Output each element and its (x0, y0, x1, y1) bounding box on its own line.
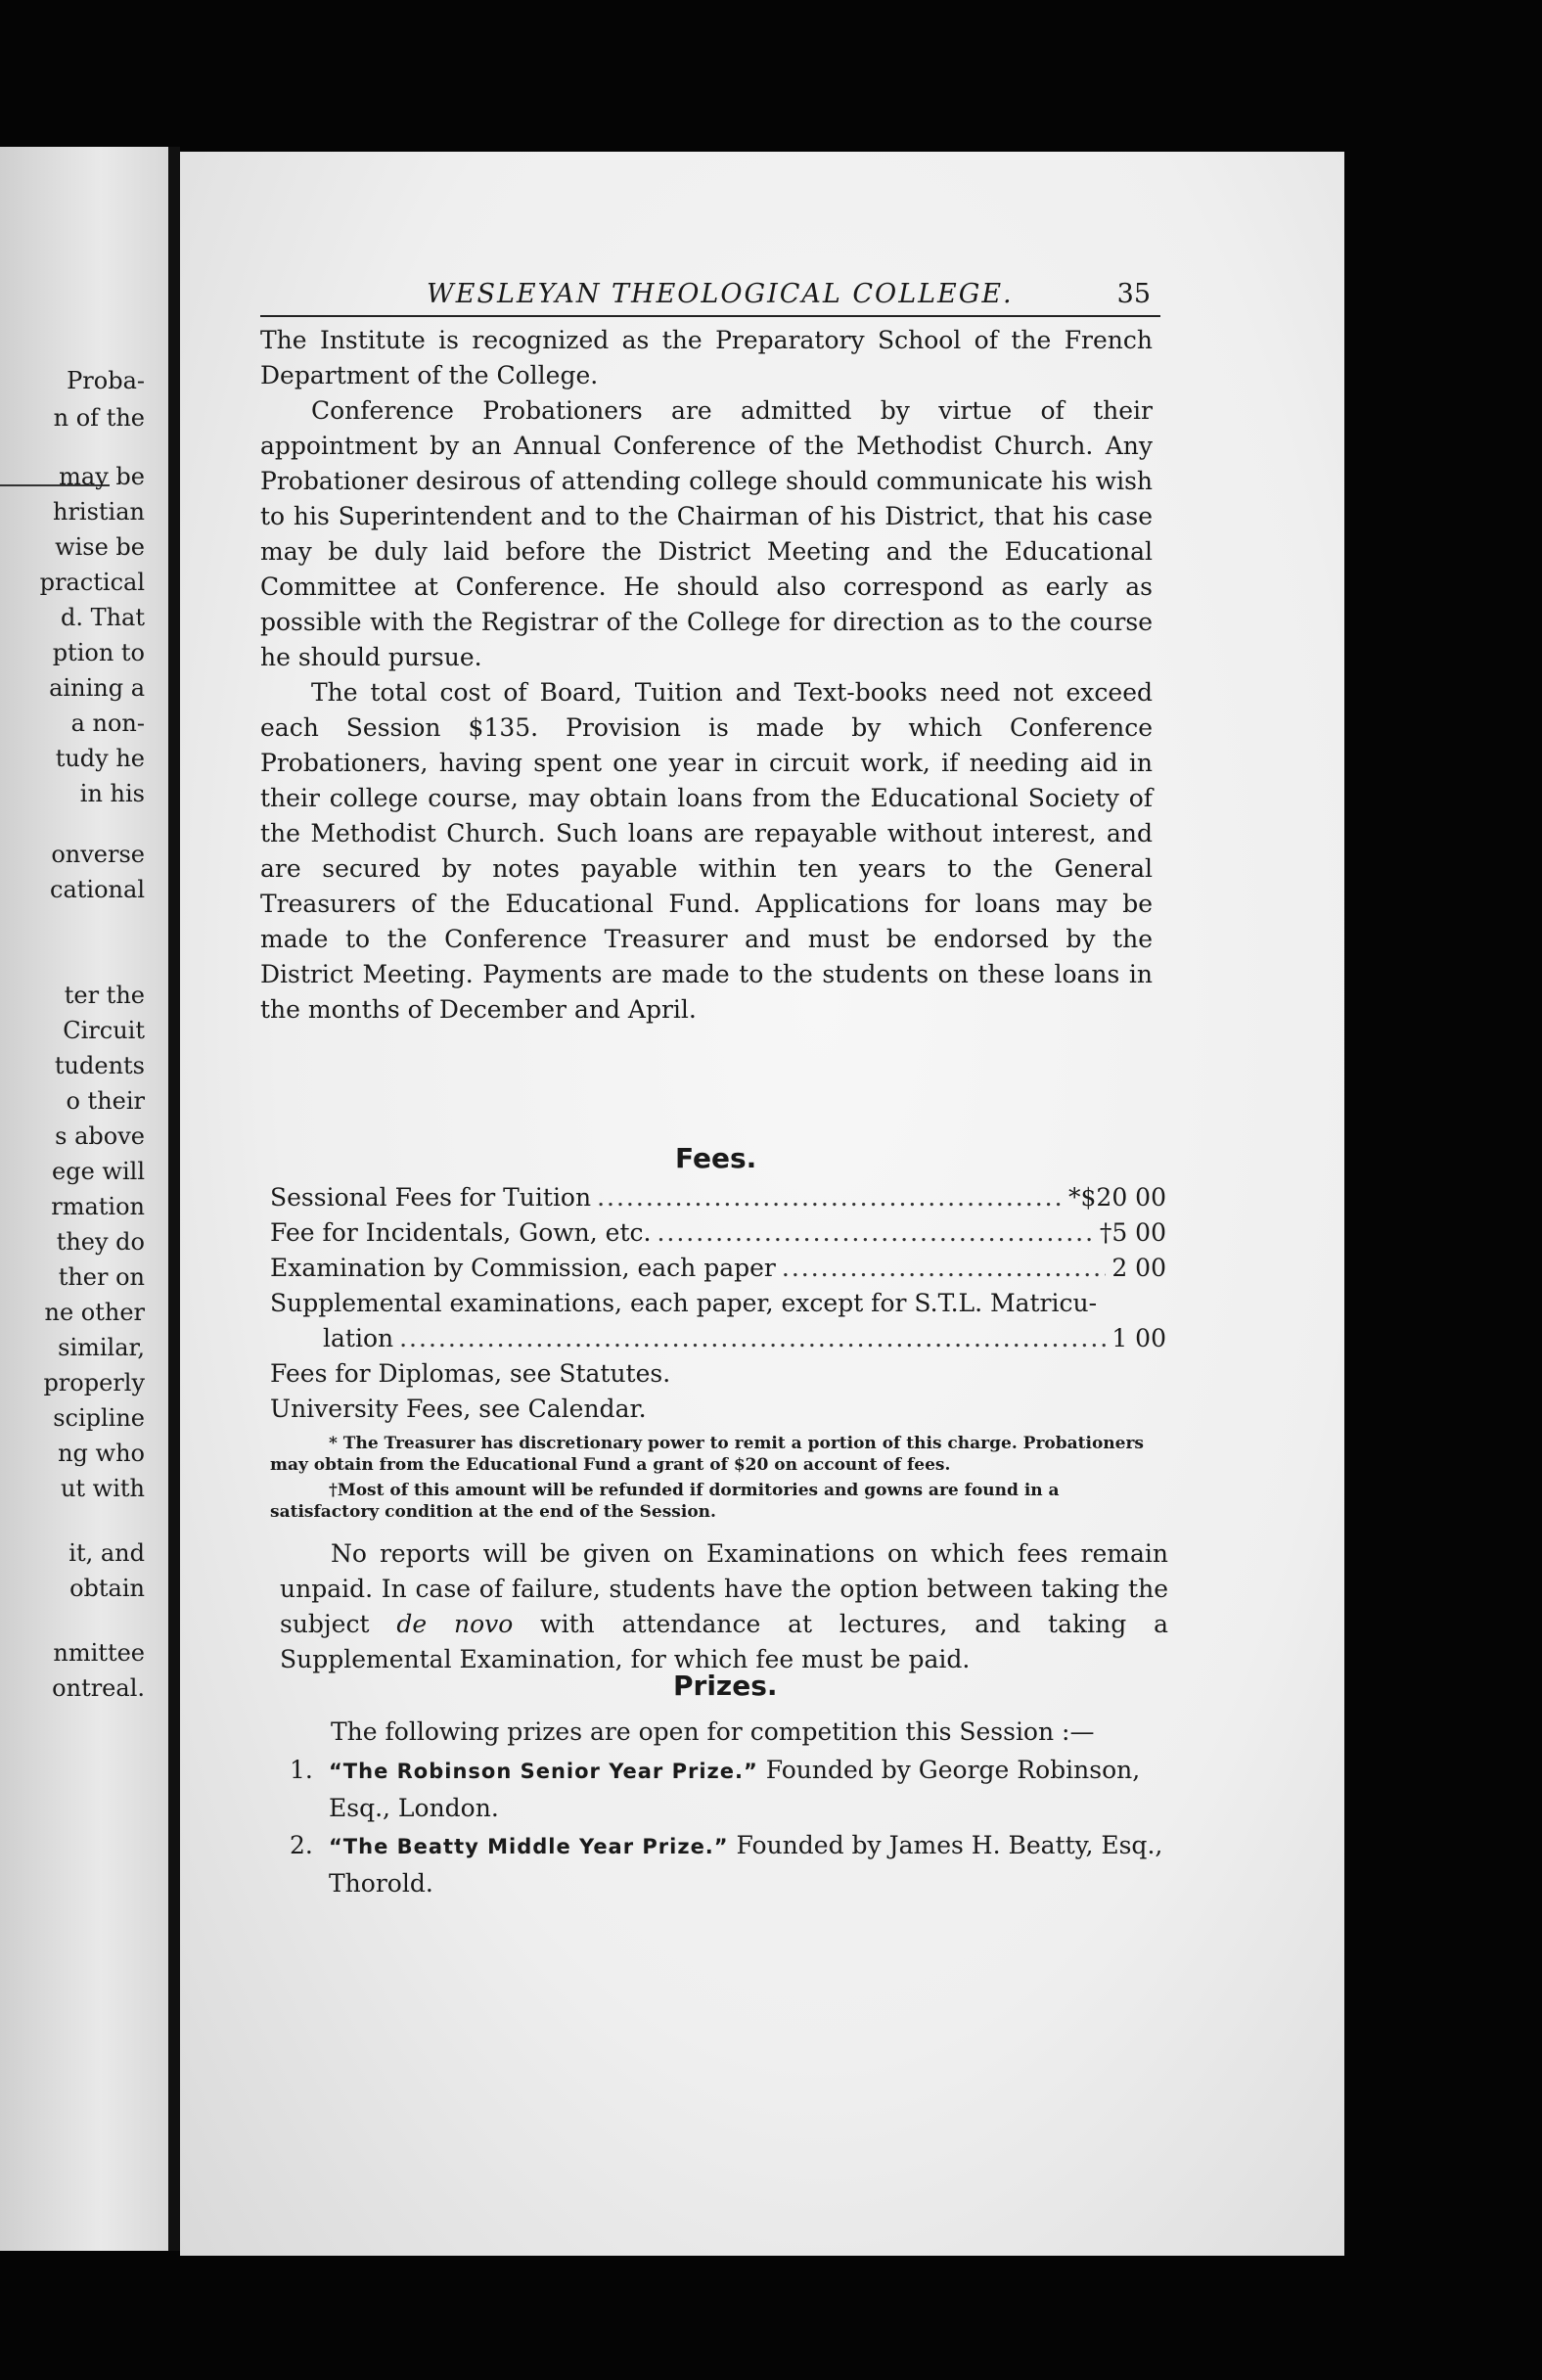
left-page-fragment: scipline (53, 1404, 145, 1432)
prize-number: 1. (290, 1756, 313, 1784)
left-page-fragment: ng who (58, 1440, 145, 1467)
fee-row (270, 1180, 1166, 1215)
fee-amount: †5 00 (1099, 1218, 1166, 1247)
left-page-fragment: onverse (51, 841, 145, 868)
fee-row (270, 1321, 1166, 1356)
header-rule (260, 315, 1160, 317)
left-page-fragment: tudents (54, 1052, 145, 1079)
left-page-fragment: ne other (44, 1299, 145, 1326)
prizes-intro: The following prizes are open for competition this Session :— (331, 1717, 1095, 1746)
prizes-section (290, 1715, 1170, 1902)
left-page-fragment: they do (56, 1228, 145, 1256)
fees-section (270, 1180, 1166, 1523)
prize-item (290, 1827, 1170, 1902)
prize-number: 2. (290, 1831, 313, 1859)
footnote: * The Treasurer has discretionary power to remit a portion of this charge. Probationers may obtain from the Educational Fund a grant of $20 on account of fees. (270, 1434, 1144, 1475)
left-page-fragment: Proba- (67, 367, 145, 394)
prize-name: “The Beatty Middle Year Prize.” (329, 1835, 729, 1858)
leader-dots (657, 1215, 1093, 1251)
prize-name: “The Robinson Senior Year Prize.” (329, 1760, 758, 1783)
left-page-fragment: practical (39, 569, 145, 596)
leader-dots (597, 1180, 1063, 1215)
fee-label: Sessional Fees for Tuition (270, 1183, 592, 1212)
reports-italic: de novo (396, 1610, 514, 1638)
left-page-fragment: ther on (58, 1263, 145, 1291)
running-title: WESLEYAN THEOLOGICAL COLLEGE. (427, 279, 1014, 309)
prize-item (290, 1752, 1170, 1827)
left-page (0, 147, 168, 2251)
left-page-fragment: o their (66, 1087, 145, 1115)
left-page-fragment: properly (43, 1369, 145, 1396)
prize-desc: Founded by James H. Beatty, Esq., Thorold. (329, 1831, 1163, 1898)
fee-label: lation (323, 1324, 394, 1352)
left-page-fragment: ege will (52, 1158, 145, 1185)
diplomas-note: Fees for Diplomas, see Statutes. (270, 1359, 671, 1388)
reports-paragraph (280, 1536, 1168, 1677)
leader-dots (782, 1251, 1106, 1286)
left-page-fragment: may be (59, 463, 145, 490)
left-page-fragment: rmation (51, 1193, 145, 1220)
reports-text-b: with attendance at lectures, and taking a Supplemental Examination, for which fee must be paid. (280, 1610, 1168, 1673)
left-page-fragment: d. That (60, 604, 145, 631)
left-page-fragment: aining a (49, 674, 145, 702)
left-page-fragment: cational (50, 876, 145, 903)
fee-row (270, 1215, 1166, 1251)
fee-label: Supplemental examinations, each paper, except for S.T.L. Matricu- (270, 1289, 1098, 1317)
university-note: University Fees, see Calendar. (270, 1395, 647, 1423)
left-page-fragment: s above (55, 1122, 145, 1150)
paragraph: Conference Probationers are admitted by virtue of their appointment by an Annual Conference of the Methodist Church. Any Probationer desirous of attending college should communicate his wish to his Superintendent and to the Chairman of his District, that his case may be duly laid before the District Meeting and the Educational Committee at Conference. He should also correspond as early as possible with the Registrar of the College for direction as to the course he should pursue. (260, 396, 1153, 671)
prize-text (329, 1752, 1170, 1827)
left-page-fragment: ption to (52, 639, 145, 666)
fee-row (270, 1286, 1166, 1321)
prize-desc: Founded by George Robinson, Esq., London. (329, 1756, 1141, 1822)
leader-dots (399, 1321, 1106, 1356)
left-page-fragment: nmittee (53, 1639, 145, 1667)
paragraph: The Institute is recognized as the Preparatory School of the French Department of the College. (260, 326, 1153, 389)
left-page-fragment: ontreal. (52, 1674, 145, 1702)
left-page-fragment: ut with (60, 1475, 145, 1502)
left-page-fragment: ter the (64, 982, 145, 1009)
left-page-fragment: it, and (68, 1539, 145, 1567)
left-page-fragment: similar, (58, 1334, 145, 1361)
left-page-fragment: tudy he (55, 745, 145, 772)
left-page-fragment: Circuit (63, 1017, 145, 1044)
fee-label: Fee for Incidentals, Gown, etc. (270, 1218, 652, 1247)
body-text (260, 323, 1153, 1028)
reports-text (280, 1536, 1168, 1677)
left-page-fragment: hristian (52, 498, 145, 526)
left-page-fragment: wise be (55, 533, 145, 561)
page-number: 35 (1116, 279, 1151, 309)
fee-amount: 2 00 (1111, 1254, 1166, 1282)
page-gutter (168, 147, 180, 2251)
page-header (260, 279, 1151, 318)
left-page-fragment: n of the (53, 404, 145, 432)
paragraph: The total cost of Board, Tuition and Text-books need not exceed each Session $135. Provision is made by which Conference Probationers, having spent one year in circuit work, if needing aid in their college course, may obtain loans from the Educational Society of the Methodist Church. Such loans are repayable without interest, and are secured by notes payable within ten years to the General Treasurers of the Educational Fund. Applications for loans may be made to the Conference Treasurer and must be endorsed by the District Meeting. Payments are made to the students on these loans in the months of December and April. (260, 678, 1153, 1024)
prizes-heading: Prizes. (673, 1670, 778, 1702)
fee-amount: *$20 00 (1068, 1183, 1166, 1212)
left-page-fragment: obtain (69, 1575, 145, 1602)
left-page-fragment: in his (79, 780, 145, 807)
footnote: †Most of this amount will be refunded if dormitories and gowns are found in a satisfactory condition at the end of the Session. (270, 1481, 1060, 1522)
fee-amount: 1 00 (1111, 1324, 1166, 1352)
left-page-fragment: a non- (70, 709, 145, 737)
reports-text-a: No reports will be given on Examinations on which fees remain unpaid. In case of failure, students have the option between taking the subject (280, 1539, 1168, 1638)
fees-heading: Fees. (675, 1142, 757, 1174)
fee-label: Examination by Commission, each paper (270, 1254, 776, 1282)
prize-text (329, 1827, 1170, 1902)
fee-row (270, 1251, 1166, 1286)
